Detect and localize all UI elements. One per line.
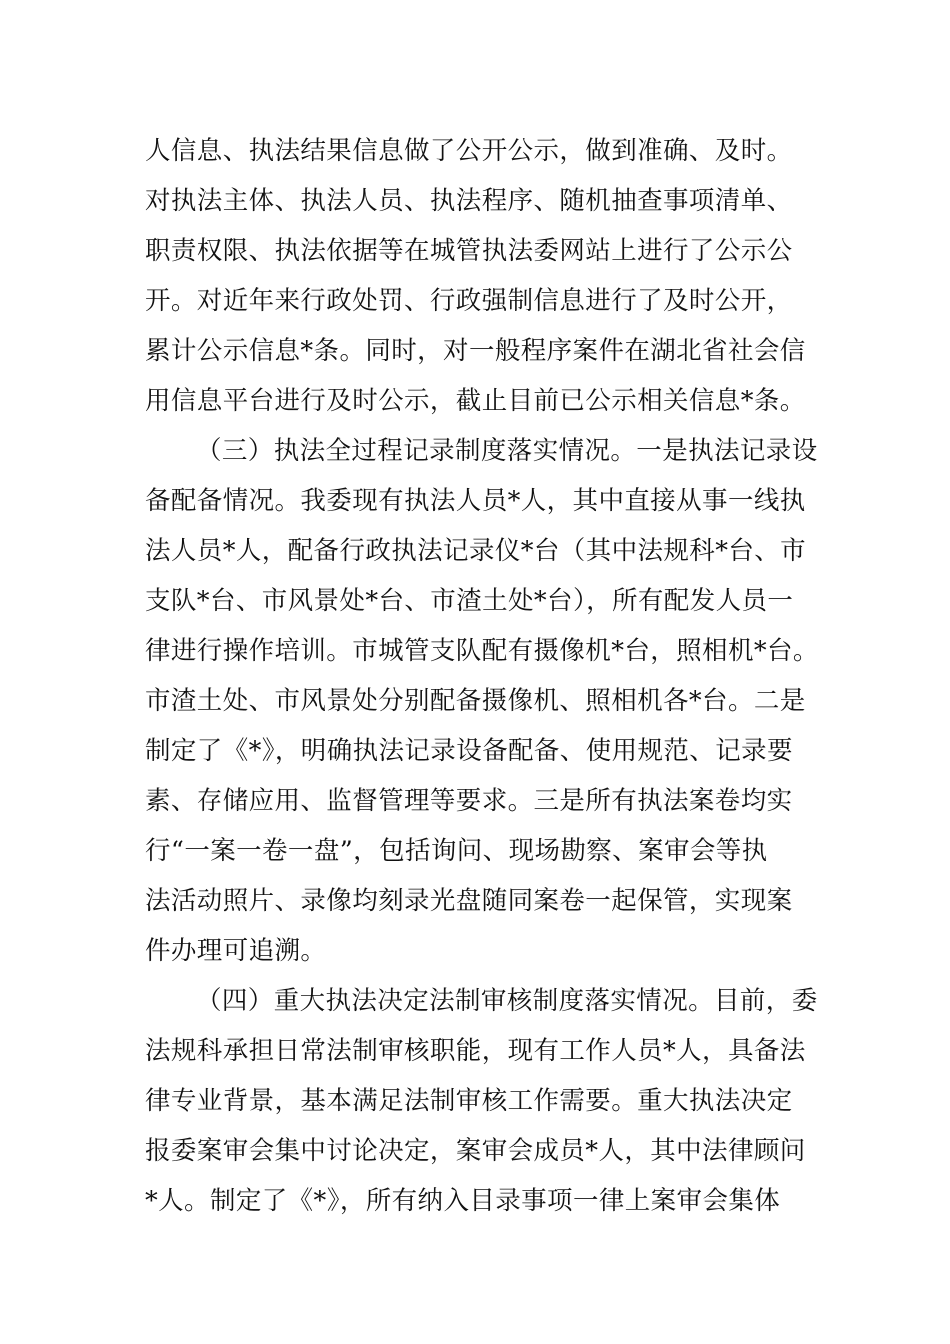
text-line: 法活动照片、录像均刻录光盘随同案卷一起保管，实现案 bbox=[145, 886, 793, 916]
text-line: 对执法主体、执法人员、执法程序、随机抽查事项清单、 bbox=[145, 186, 793, 216]
text-line: 制定了《*》，明确执法记录设备配备、使用规范、记录要 bbox=[145, 736, 793, 766]
text-line: 行“一案一卷一盘”，包括询问、现场勘察、案审会等执 bbox=[145, 836, 768, 866]
text-line: 件办理可追溯。 bbox=[145, 936, 327, 966]
text-line: 支队*台、市风景处*台、市渣土处*台），所有配发人员一 bbox=[145, 586, 794, 616]
text-line: 报委案审会集中讨论决定，案审会成员*人，其中法律顾问 bbox=[145, 1136, 806, 1166]
paragraph-heading-line: （四）重大执法决定法制审核制度落实情况。目前，委 bbox=[196, 986, 818, 1016]
text-line: 用信息平台进行及时公示，截止目前已公示相关信息*条。 bbox=[145, 386, 806, 416]
text-line: 律进行操作培训。市城管支队配有摄像机*台，照相机*台。 bbox=[145, 636, 819, 666]
text-line: 素、存储应用、监督管理等要求。三是所有执法案卷均实 bbox=[145, 786, 793, 816]
text-line: *人。制定了《*》，所有纳入目录事项一律上案审会集体 bbox=[145, 1186, 781, 1216]
text-line: 职责权限、执法依据等在城管执法委网站上进行了公示公 bbox=[145, 236, 793, 266]
text-line: 备配备情况。我委现有执法人员*人，其中直接从事一线执 bbox=[145, 486, 806, 516]
text-line: 市渣土处、市风景处分别配备摄像机、照相机各*台。二是 bbox=[145, 686, 806, 716]
text-line: 法规科承担日常法制审核职能，现有工作人员*人，具备法 bbox=[145, 1036, 806, 1066]
text-line: 开。对近年来行政处罚、行政强制信息进行了及时公开， bbox=[145, 286, 793, 316]
text-line: 累计公示信息*条。同时，对一般程序案件在湖北省社会信 bbox=[145, 336, 806, 366]
text-line: 法人员*人，配备行政执法记录仪*台（其中法规科*台、市 bbox=[145, 536, 807, 566]
text-line: 律专业背景，基本满足法制审核工作需要。重大执法决定 bbox=[145, 1086, 793, 1116]
paragraph-heading-line: （三）执法全过程记录制度落实情况。一是执法记录设 bbox=[196, 436, 818, 466]
text-line: 人信息、执法结果信息做了公开公示，做到准确、及时。 bbox=[145, 136, 793, 166]
